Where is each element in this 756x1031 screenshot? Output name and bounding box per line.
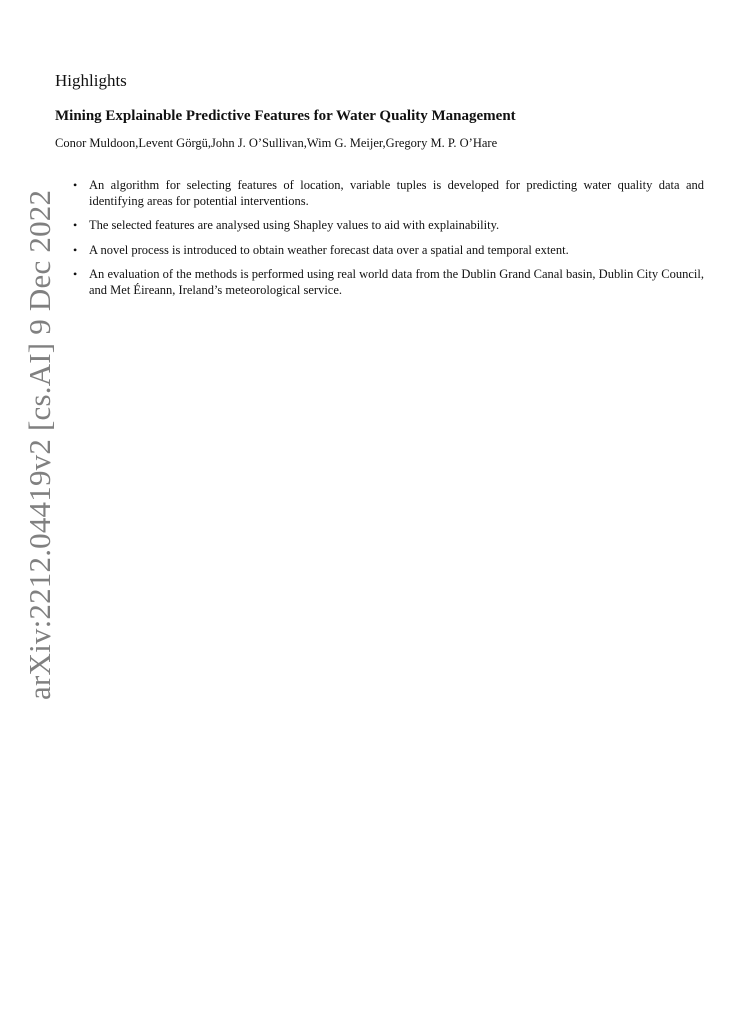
author-list: Conor Muldoon,Levent Görgü,John J. O’Sullivan,Wim G. Meijer,Gregory M. P. O’Hare: [55, 136, 498, 150]
bullet-icon: •: [73, 242, 78, 257]
arxiv-side-identifier: arXiv:2212.04419v2 [cs.AI] 9 Dec 2022: [22, 189, 57, 700]
highlight-text: An algorithm for selecting features of location, variable tuples is developed for predicting water quality data and identifying areas for potential interventions.: [89, 178, 704, 208]
highlights-list: [72, 178, 704, 307]
bullet-icon: •: [73, 267, 78, 281]
bullet-icon: •: [73, 178, 78, 192]
highlight-text: An evaluation of the methods is performed using real world data from the Dublin Grand Canal basin, Dublin City Council, and Met Éireann, Ireland’s meteorological service.: [89, 267, 704, 297]
highlight-item: [72, 243, 704, 259]
highlights-heading: Highlights: [55, 71, 127, 90]
highlight-text: A novel process is introduced to obtain weather forecast data over a spatial and temporal extent.: [89, 242, 569, 257]
highlight-item: [72, 218, 704, 234]
highlight-text: The selected features are analysed using Shapley values to aid with explainability.: [89, 218, 500, 232]
bullet-icon: •: [73, 218, 78, 232]
paper-title: Mining Explainable Predictive Features for Water Quality Management: [55, 108, 516, 124]
highlight-item: [72, 267, 704, 298]
highlight-item: [72, 178, 704, 209]
